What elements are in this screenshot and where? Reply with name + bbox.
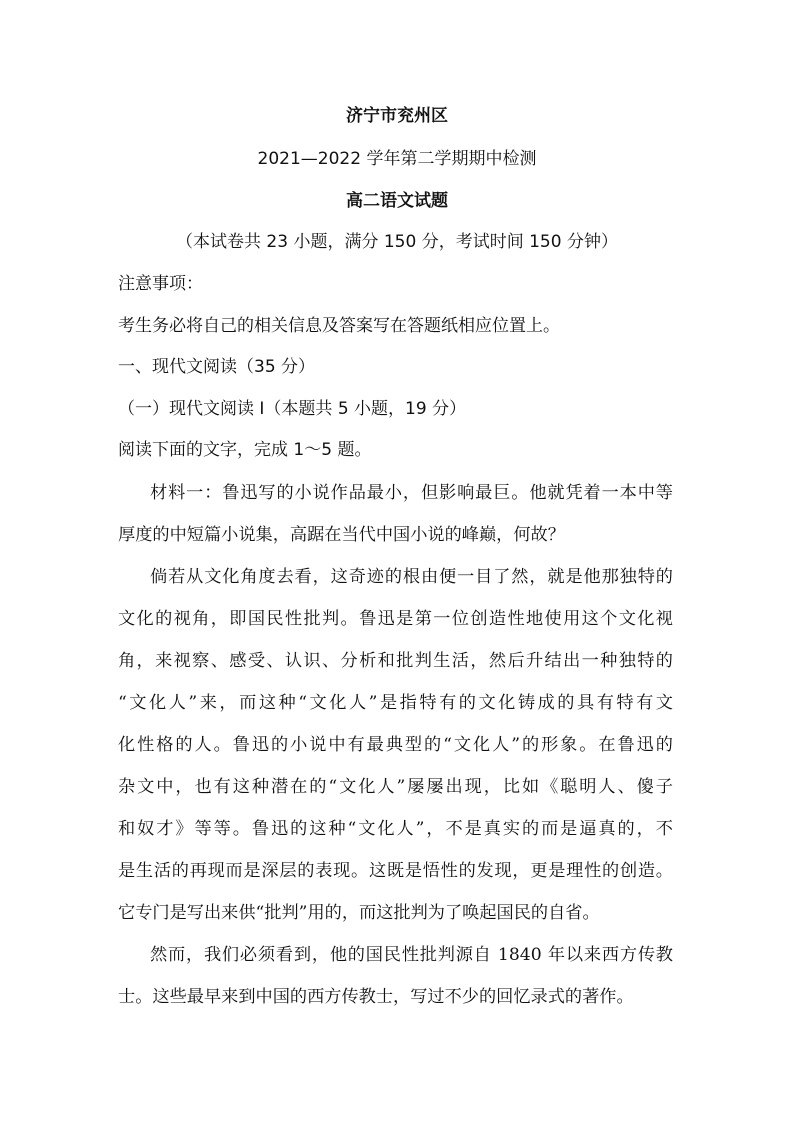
passage-line: 文化的视角，即国民性批判。鲁迅是第一位创造性地使用这个文化视 [118,609,673,629]
reading-instruction: 阅读下面的文字，完成 1～5 题。 [118,440,372,460]
notice-content: 考生务必将自己的相关信息及答案写在答题纸相应位置上。 [118,316,560,336]
passage-line: 是生活的再现而是深层的表现。这既是悟性的发现，更是理性的创造。 [118,861,673,881]
passage-line: 厚度的中短篇小说集，高踞在当代中国小说的峰巅，何故？ [118,525,565,545]
exam-title: 2021—2022 学年第二学期期中检测 [257,149,537,169]
notice-title: 注意事项： [118,274,203,294]
passage-line: 角，来视察、感受、认识、分析和批判生活，然后升结出一种独特的 [118,651,673,671]
passage-line: 材料一：鲁迅写的小说作品最小，但影响最巨。他就凭着一本中等 [150,483,673,503]
exam-info: （本试卷共 23 小题，满分 150 分，考试时间 150 分钟） [176,232,618,252]
passage-line: “文化人”来，而这种“文化人”是指特有的文化铸成的具有特有文 [118,693,673,713]
subsection-title: （一）现代文阅读 I（本题共 5 小题，19 分） [118,399,467,419]
passage-line: 和奴才》等等。鲁迅的这种“文化人”，不是真实的而是逼真的，不 [118,819,673,839]
section-title: 一、现代文阅读（35 分） [118,357,316,377]
passage-line: 化性格的人。鲁迅的小说中有最典型的“文化人”的形象。在鲁迅的 [118,735,673,755]
passage-line: 士。这些最早来到中国的西方传教士，写过不少的回忆录式的著作。 [118,987,634,1007]
passage-line: 倘若从文化角度去看，这奇迹的根由便一目了然，就是他那独特的 [150,567,673,587]
subject-title: 高二语文试题 [346,191,448,211]
passage-line: 杂文中，也有这种潜在的“文化人”屡屡出现，比如《聪明人、傻子 [118,777,673,797]
passage-line: 然而，我们必须看到，他的国民性批判源自 1840 年以来西方传教 [150,945,673,965]
passage-line: 它专门是写出来供“批判”用的，而这批判为了唤起国民的自省。 [118,903,600,923]
region-title: 济宁市兖州区 [346,106,448,126]
